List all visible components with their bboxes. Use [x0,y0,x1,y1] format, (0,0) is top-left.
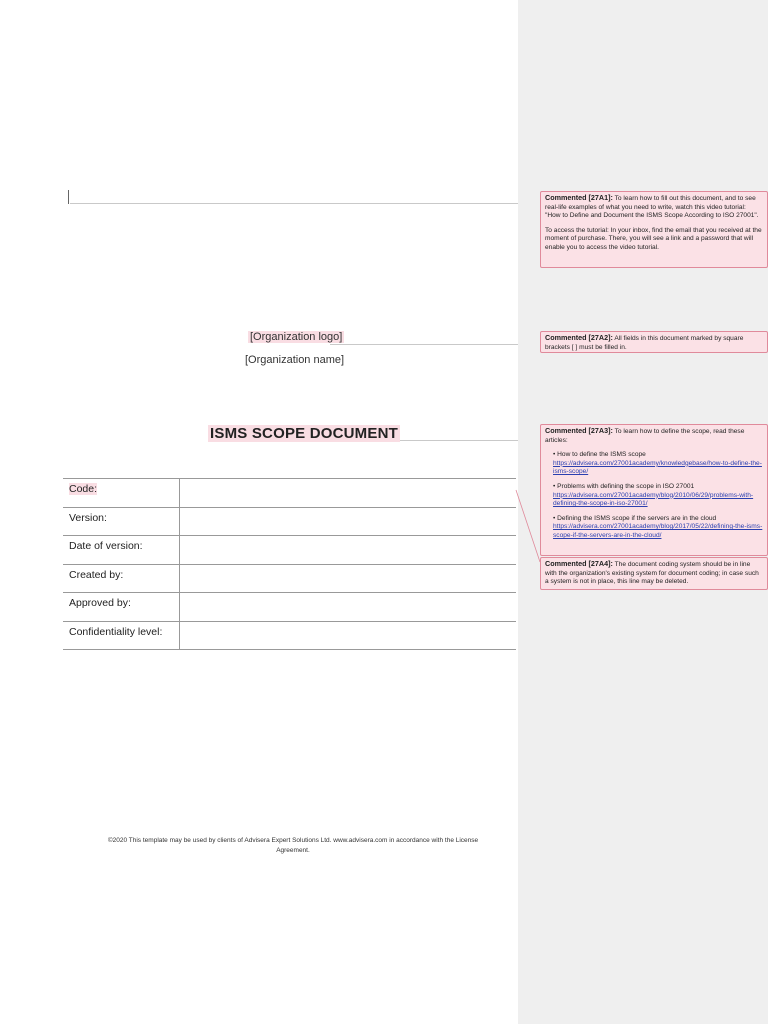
comment-header: Commented [27A3]: [545,426,613,435]
table-row [63,479,516,508]
comment-bullet [553,483,763,509]
table-cell-label: Version: [63,507,180,536]
document-title: ISMS SCOPE DOCUMENT [210,425,398,442]
table-cell-value[interactable] [180,507,517,536]
comment-text: To learn how to fill out this document, and to see real-life examples of what you need to write, watch this video tutorial: "How to Define and Document the ISMS Scope According to ISO 27001". [545,195,759,220]
footer-line-2: Agreement. [276,847,310,854]
table-row [63,536,516,565]
article-link[interactable]: https://advisera.com/27001academy/knowledgebase/how-to-define-the-isms-scope/ [553,459,762,476]
table-row [63,507,516,536]
table-cell-label: Approved by: [63,593,180,622]
table-cell-label: Date of version: [63,536,180,565]
table-cell-label: Created by: [63,564,180,593]
comment-anchor-line-1 [70,203,540,204]
organization-name-placeholder[interactable]: [Organization name] [245,354,345,366]
comment-27a2[interactable] [540,331,768,353]
article-link[interactable]: https://advisera.com/27001academy/blog/2010/06/29/problems-with-defining-the-scope-in-iso-27001/ [553,491,754,508]
page-footer [70,836,516,856]
comment-bullet [553,515,763,541]
table-cell-value[interactable] [180,536,517,565]
comment-27a1[interactable] [540,191,768,268]
code-label: Code: [69,483,98,495]
footer-line-1: ©2020 This template may be used by clients of Advisera Expert Solutions Ltd. www.advisera.com in accordance with the License [107,837,479,844]
table-cell-value[interactable] [180,564,517,593]
comment-text: To access the tutorial: In your inbox, find the email that you received at the moment of purchase. There, you will see a link and a password that will enable you to access the video tutorial. [545,226,762,251]
comment-header: Commented [27A1]: [545,193,613,202]
document-metadata-table [63,478,516,650]
table-row [63,593,516,622]
comment-bullet-text: • How to define the ISMS scope [553,451,646,459]
comment-anchor-line-2 [330,344,540,345]
comment-27a3[interactable] [540,424,768,556]
comment-text: The document coding system should be in line with the organization's existing system for document coding; in case such a system is not in place, this line may be deleted. [545,561,759,586]
text-cursor [68,190,69,204]
table-cell-value[interactable] [180,593,517,622]
comment-bullet [553,451,763,477]
comment-text: To learn how to define the scope, read these articles: [545,428,745,444]
table-row [63,621,516,650]
organization-logo-placeholder[interactable]: [Organization logo] [250,331,343,343]
comment-bullet-text: • Problems with defining the scope in ISO 27001 [553,482,695,490]
comment-header: Commented [27A2]: [545,333,613,342]
table-cell-value[interactable] [180,479,517,508]
table-row [63,564,516,593]
comment-text: All fields in this document marked by square brackets [ ] must be filled in. [545,335,744,351]
table-cell-label [63,479,180,508]
comment-header: Commented [27A4]: [545,559,613,568]
table-cell-value[interactable] [180,621,517,650]
comment-bullet-text: • Defining the ISMS scope if the servers are in the cloud [553,514,717,522]
table-cell-label: Confidentiality level: [63,621,180,650]
article-link[interactable]: https://advisera.com/27001academy/blog/2017/05/22/defining-the-isms-scope-if-the-servers-are-in-the-cloud/ [553,523,763,539]
comment-27a4[interactable] [540,557,768,590]
